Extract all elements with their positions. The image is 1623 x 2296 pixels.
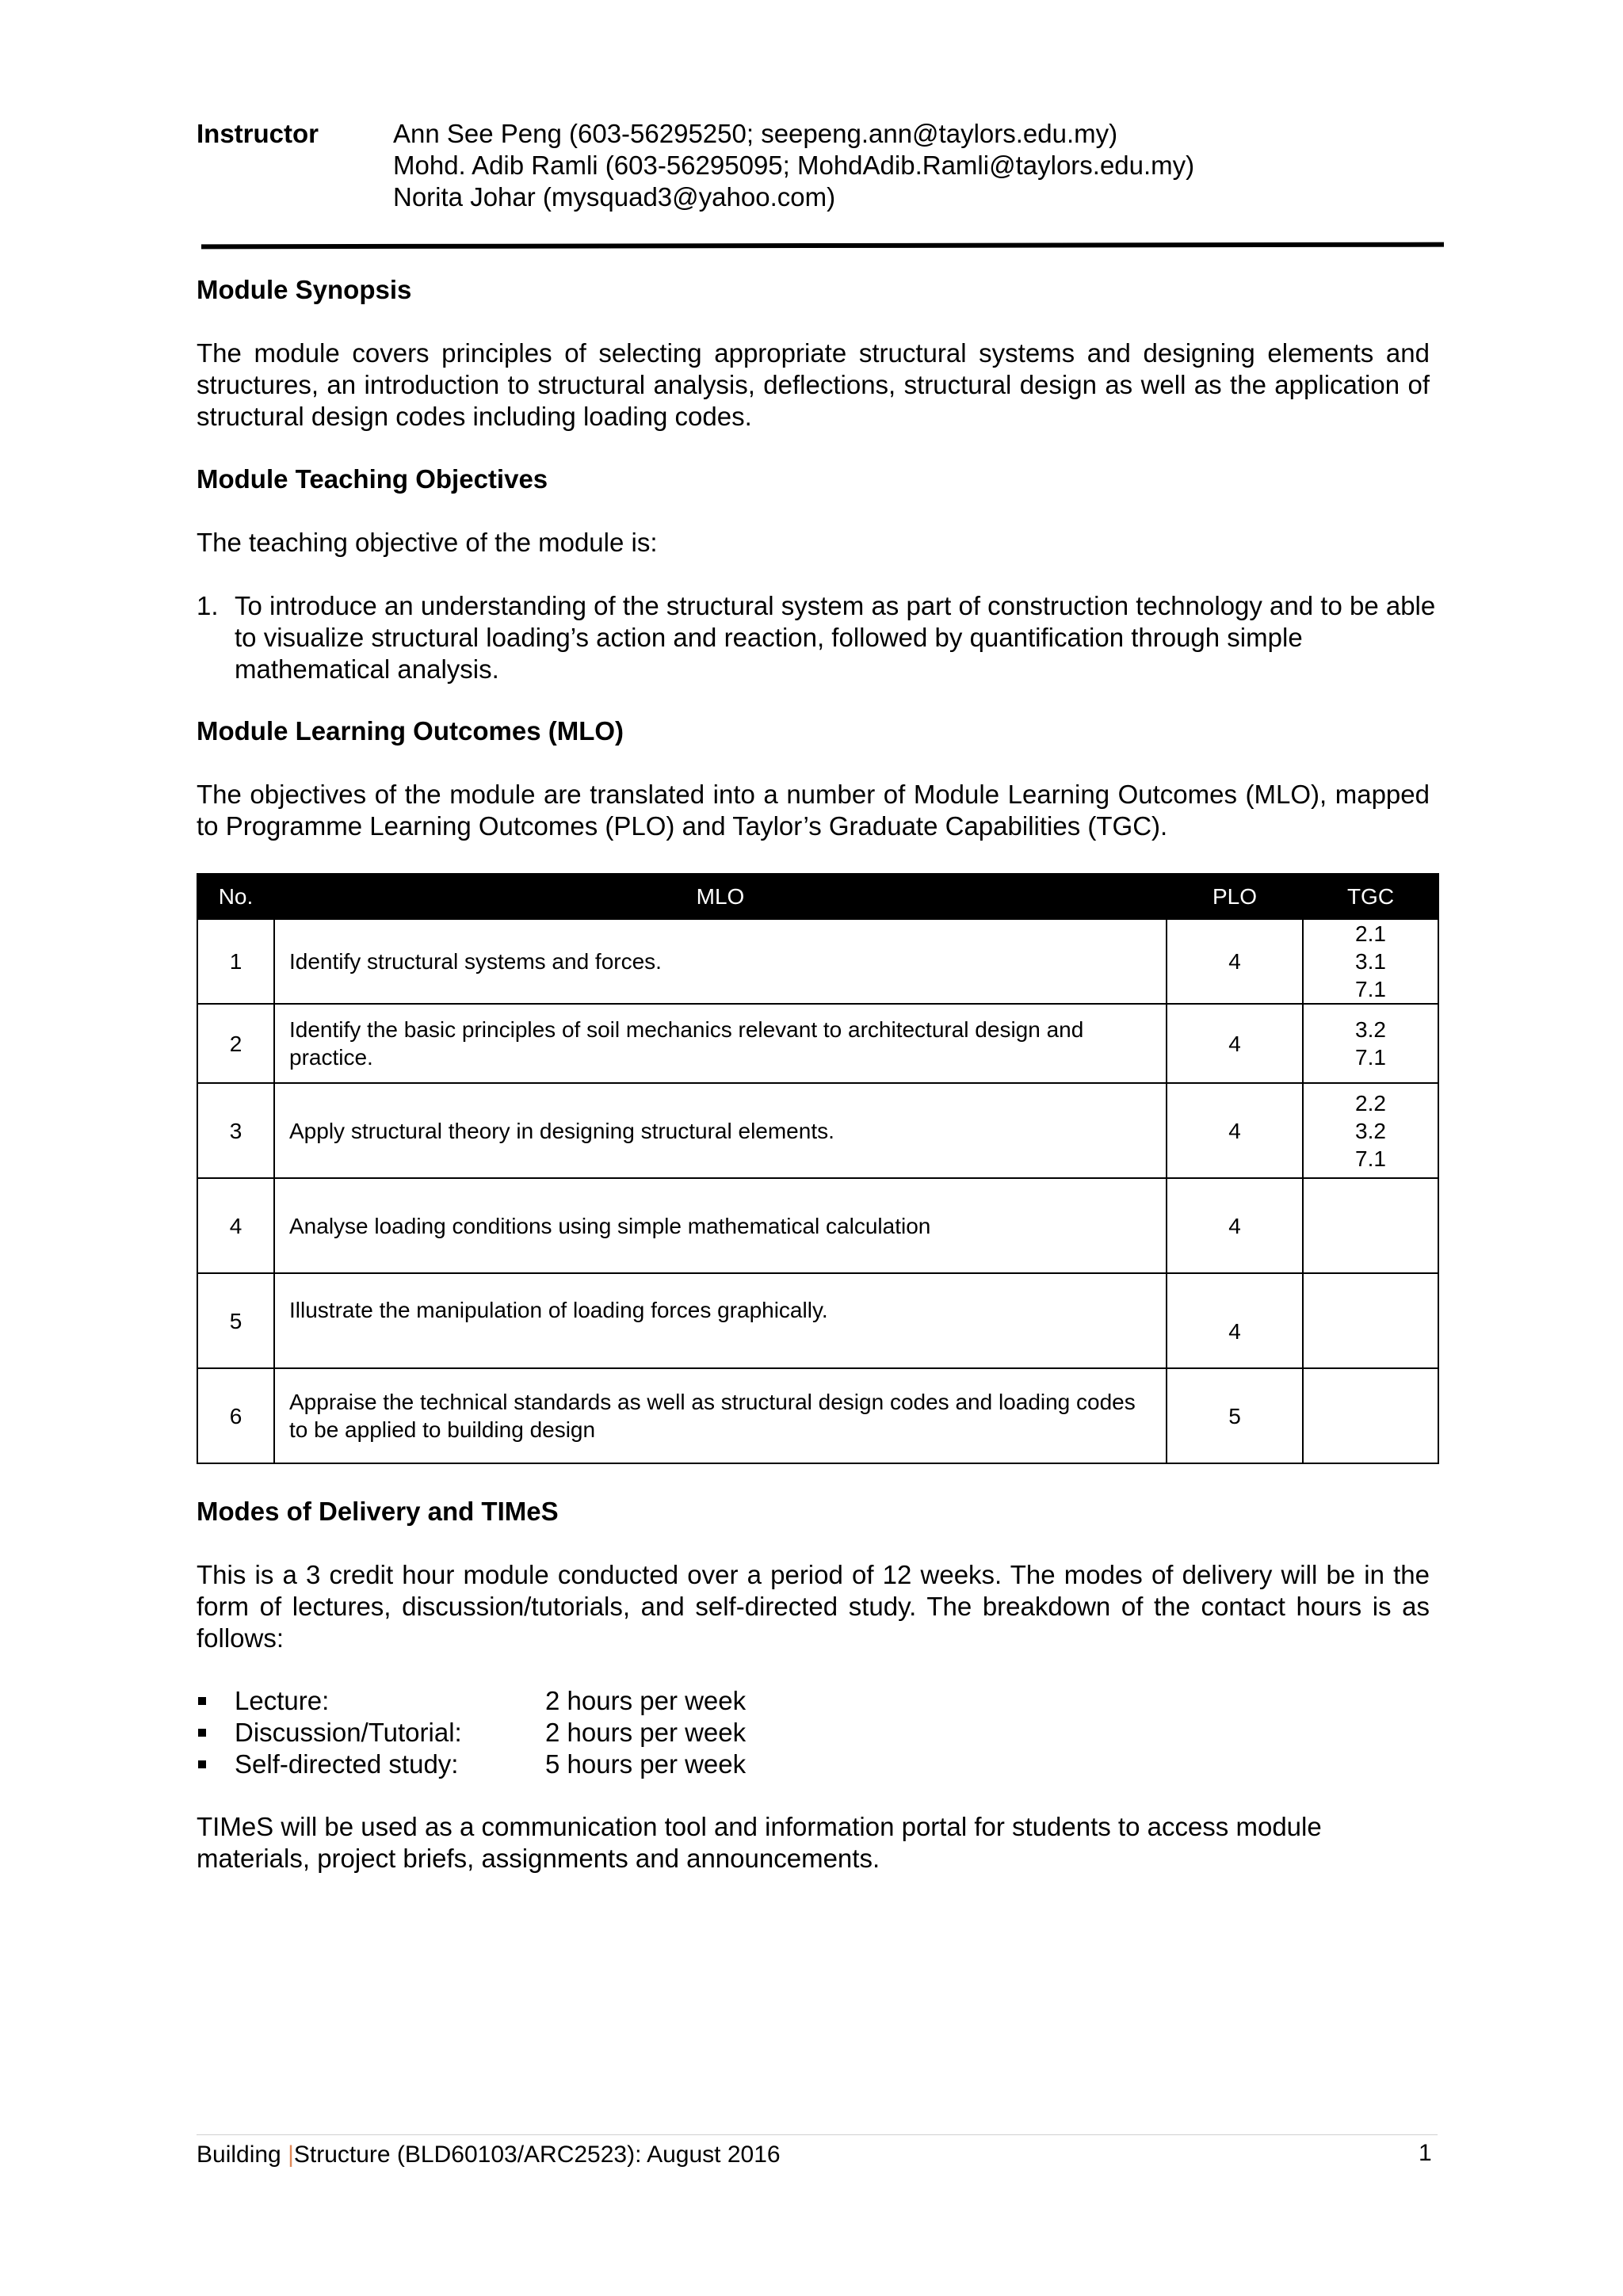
cell-no: 4: [197, 1178, 274, 1273]
column-header-no: No.: [197, 874, 274, 919]
cell-tgc: [1303, 1004, 1438, 1083]
mlo-intro: The objectives of the module are translated into a number of Module Learning Outcomes (MLO), mapped to Programme Learning Outcomes (PLO) and Taylor’s Graduate Capabilities (TGC).: [197, 780, 1430, 841]
cell-no: 2: [197, 1004, 274, 1083]
table-row: [197, 1083, 1438, 1178]
instructor-line: Ann See Peng (603-56295250; seepeng.ann@taylors.edu.my): [393, 119, 1118, 148]
cell-mlo: Analyse loading conditions using simple mathematical calculation: [274, 1178, 1167, 1273]
cell-plo: 4: [1167, 1273, 1303, 1368]
cell-mlo: Apply structural theory in designing structural elements.: [274, 1083, 1167, 1178]
instructor-list: [393, 118, 1194, 213]
delivery-item-value: 2 hours per week: [545, 1686, 747, 1715]
cell-plo: 4: [1167, 919, 1303, 1004]
cell-mlo: Appraise the technical standards as well as structural design codes and loading codes to be applied to building design: [274, 1368, 1167, 1463]
times-text: TIMeS will be used as a communication tool and information portal for students to access module materials, project briefs, assignments and announcements.: [197, 1812, 1322, 1873]
tgc-value: 3.2: [1355, 1017, 1386, 1042]
delivery-item-label: Self-directed study:: [235, 1749, 459, 1779]
tgc-value: 2.2: [1355, 1090, 1386, 1116]
synopsis-heading: Module Synopsis: [197, 275, 412, 304]
delivery-text: This is a 3 credit hour module conducted over a period of 12 weeks. The modes of delivery will be in the form of lectures, discussion/tutorials, and self-directed study. The breakdown of the contact hours is as follows:: [197, 1560, 1430, 1653]
cell-tgc: [1303, 1368, 1438, 1463]
cell-mlo: Identify structural systems and forces.: [274, 919, 1167, 1004]
synopsis-text: The module covers principles of selecting appropriate structural systems and designing elements and structures, an introduction to structural analysis, deflections, structural design as well as the application of structural design codes including loading codes.: [197, 338, 1430, 431]
bullet-icon: [198, 1729, 206, 1737]
bullet-icon: [198, 1697, 206, 1705]
delivery-item-label: Discussion/Tutorial:: [235, 1718, 462, 1747]
table-row: [197, 1004, 1438, 1083]
cell-tgc: [1303, 1178, 1438, 1273]
cell-plo: 4: [1167, 1004, 1303, 1083]
page-number: 1: [1419, 2140, 1432, 2166]
cell-no: 1: [197, 919, 274, 1004]
footer-title: Structure (BLD60103/ARC2523): August 2016: [293, 2142, 781, 2168]
instructor-line: Mohd. Adib Ramli (603-56295095; MohdAdib.Ramli@taylors.edu.my): [393, 151, 1195, 180]
table-row: [197, 1273, 1438, 1368]
footer-building: Building: [197, 2142, 288, 2168]
tgc-value: 2.1: [1355, 921, 1386, 946]
footer-separator: |: [288, 2142, 294, 2168]
cell-tgc: [1303, 1273, 1438, 1368]
cell-mlo: Identify the basic principles of soil mechanics relevant to architectural design and practice.: [274, 1004, 1167, 1083]
delivery-heading: Modes of Delivery and TIMeS: [197, 1497, 559, 1526]
section-divider: [201, 242, 1444, 250]
cell-plo: 5: [1167, 1368, 1303, 1463]
bullet-icon: [198, 1760, 206, 1768]
table-row: [197, 1178, 1438, 1273]
column-header-mlo: MLO: [274, 874, 1167, 919]
instructor-line: Norita Johar (mysquad3@yahoo.com): [393, 182, 836, 212]
tgc-value: 3.2: [1355, 1118, 1386, 1143]
cell-plo: 4: [1167, 1178, 1303, 1273]
mlo-heading: Module Learning Outcomes (MLO): [197, 716, 624, 746]
objective-text: To introduce an understanding of the structural system as part of construction technology and to be able to visualize structural loading’s action and reaction, followed by quantification through simple mathematical analysis.: [235, 591, 1436, 684]
cell-plo: 4: [1167, 1083, 1303, 1178]
cell-no: 3: [197, 1083, 274, 1178]
table-header-row: [197, 874, 1438, 919]
delivery-item-label: Lecture:: [235, 1686, 330, 1715]
tgc-value: 7.1: [1355, 977, 1386, 1001]
column-header-plo: PLO: [1167, 874, 1303, 919]
delivery-item-value: 2 hours per week: [545, 1718, 747, 1747]
cell-no: 6: [197, 1368, 274, 1463]
instructor-label: Instructor: [197, 119, 319, 148]
tgc-value: 7.1: [1355, 1146, 1386, 1171]
objectives-intro: The teaching objective of the module is:: [197, 528, 658, 557]
tgc-value: 7.1: [1355, 1045, 1386, 1070]
objective-number: 1.: [197, 591, 219, 620]
table-row: [197, 1368, 1438, 1463]
objectives-heading: Module Teaching Objectives: [197, 464, 548, 494]
mlo-table: [197, 873, 1439, 1464]
cell-tgc: [1303, 1083, 1438, 1178]
tgc-value: 3.1: [1355, 949, 1386, 974]
cell-tgc: [1303, 919, 1438, 1004]
table-row: [197, 919, 1438, 1004]
cell-no: 5: [197, 1273, 274, 1368]
column-header-tgc: TGC: [1303, 874, 1438, 919]
cell-mlo: Illustrate the manipulation of loading forces graphically.: [274, 1273, 1167, 1368]
delivery-item-value: 5 hours per week: [545, 1749, 747, 1779]
footer-text: [197, 2141, 781, 2169]
footer-divider: [197, 2134, 1438, 2135]
